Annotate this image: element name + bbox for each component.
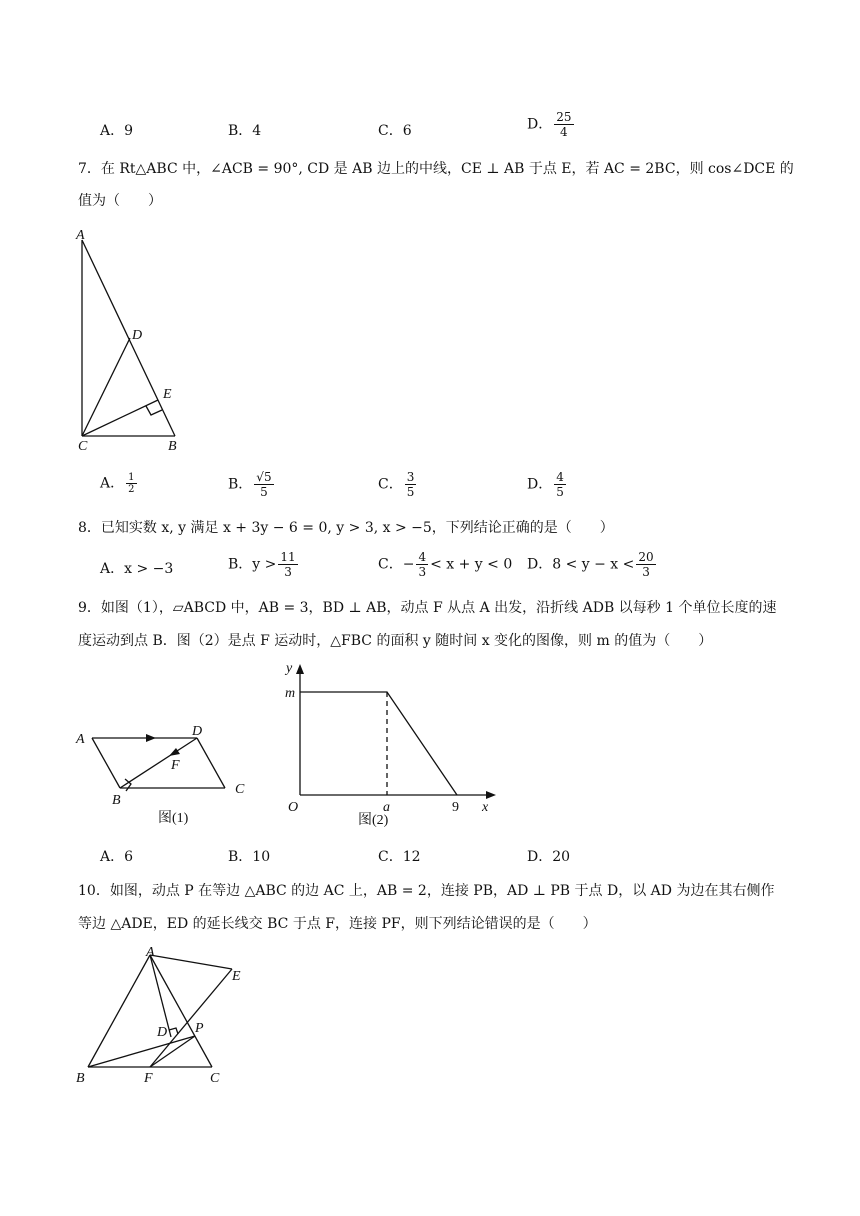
label-a: a [383,800,390,815]
segment-DC [197,738,225,788]
segment-AB [92,738,120,788]
label-O: O [288,800,299,815]
label-A: A [146,945,155,960]
label-F: F [144,1071,153,1086]
label-m: m [285,686,296,701]
q10-stem-line2: 等边 △ADE，ED 的延长线交 BC 于点 F，连接 PF，则下列结论错误的是（ ） [78,916,597,932]
label-B: B [168,439,177,454]
label-B: B [112,793,121,808]
graph-line [300,692,457,795]
label-A: A [76,732,85,747]
q9-stem-line1: 9．如图（1），▱ABCD 中，AB = 3，BD ⊥ AB，动点 F 从点 A 出发，沿折线 ADB 以每秒 1 个单位长度的速 [78,600,777,616]
segment-AB [88,955,150,1067]
right-angle-mark [146,406,162,415]
segment-EF [150,969,232,1067]
fraction: $\frac{3}{5}$ [406,470,415,499]
q7-option-b: B． $\frac{√5}{5}$ [228,470,272,499]
label-y: y [286,661,293,676]
q9-figure-2 [282,658,512,828]
q7-option-c: C． $\frac{3}{5}$ [378,470,415,499]
fraction: $\frac{√5}{5}$ [256,470,272,499]
q7-option-d: D． $\frac{4}{5}$ [527,470,564,499]
q8-stem-line1: 8．已知实数 x, y 满足 x + 3y − 6 = 0, y > 3, x > −5，下列结论正确的是（ ） [78,520,614,536]
label-D: D [157,1025,168,1040]
segment-AC [150,955,212,1067]
q7-option-a: A． $\frac{1}{2}$ [100,472,135,495]
label-F: F [171,758,180,773]
q9-option-c: C．12 [378,849,421,865]
segment-PB [88,1036,195,1067]
fraction: $\frac{4}{5}$ [556,470,564,499]
q9-option-b: B．10 [228,849,271,865]
q6-option-d: D． $\frac{25}{4}$ [527,110,572,139]
q7-stem-line2: 值为（ ） [78,193,162,209]
q8-option-d: D．8 < y − x < $\frac{20}{3}$ [527,550,654,579]
arrow-icon [146,734,156,742]
fraction: $\frac{20}{3}$ [638,550,654,579]
q9-stem-line2: 度运动到点 B．图（2）是点 F 运动时，△FBC 的面积 y 随时间 x 变化的图像，则 m 的值为（ ） [78,633,713,649]
q6-option-c: C．6 [378,123,412,139]
segment-CD [82,338,130,436]
label-D: D [192,724,203,739]
arrow-icon [296,664,304,674]
label-B: B [76,1071,85,1086]
q8-option-a: A．x > −3 [100,561,174,577]
q10-stem-line1: 10．如图，动点 P 在等边 △ABC 的边 AC 上，AB = 2，连接 PB，AD ⊥ PB 于点 D，以 AD 为边在其右侧作 [78,883,775,899]
fraction: $\frac{4}{3}$ [418,550,427,579]
q6-option-b: B．4 [228,123,262,139]
arrow-icon [486,791,496,799]
label-E: E [163,387,172,402]
q8-option-b: B．y > $\frac{11}{3}$ [228,550,296,579]
q8-option-c: C．− $\frac{4}{3}$ < x + y < 0 [378,550,513,579]
fraction: $\frac{11}{3}$ [280,550,296,579]
label-C: C [78,439,88,454]
label-x: x [482,800,489,815]
q7-stem-line1: 7．在 Rt△ABC 中，∠ACB = 90°, CD 是 AB 边上的中线，CE ⊥ AB 于点 E，若 AC = 2BC，则 cos∠DCE 的 [78,161,794,177]
q9-figure-1 [72,718,262,828]
label-C: C [210,1071,220,1086]
segment-AE [150,955,232,969]
q6-option-a: A．9 [100,123,134,139]
q7-figure [70,225,190,455]
fraction: $\frac{25}{4}$ [556,110,572,139]
label-9: 9 [452,800,459,815]
label-D: D [132,328,143,343]
q9-option-a: A．6 [100,849,134,865]
label-P: P [195,1021,204,1036]
segment-CE [82,400,158,436]
label-C: C [235,782,245,797]
label-A: A [76,228,85,243]
arrow-icon [169,748,180,756]
q10-figure [72,945,262,1090]
caption: 图(1) [158,811,189,826]
fraction: $\frac{1}{2}$ [128,472,135,495]
label-E: E [232,969,241,984]
segment-BD [120,738,197,788]
q9-option-d: D．20 [527,849,571,865]
caption: 图(2) [358,813,389,828]
